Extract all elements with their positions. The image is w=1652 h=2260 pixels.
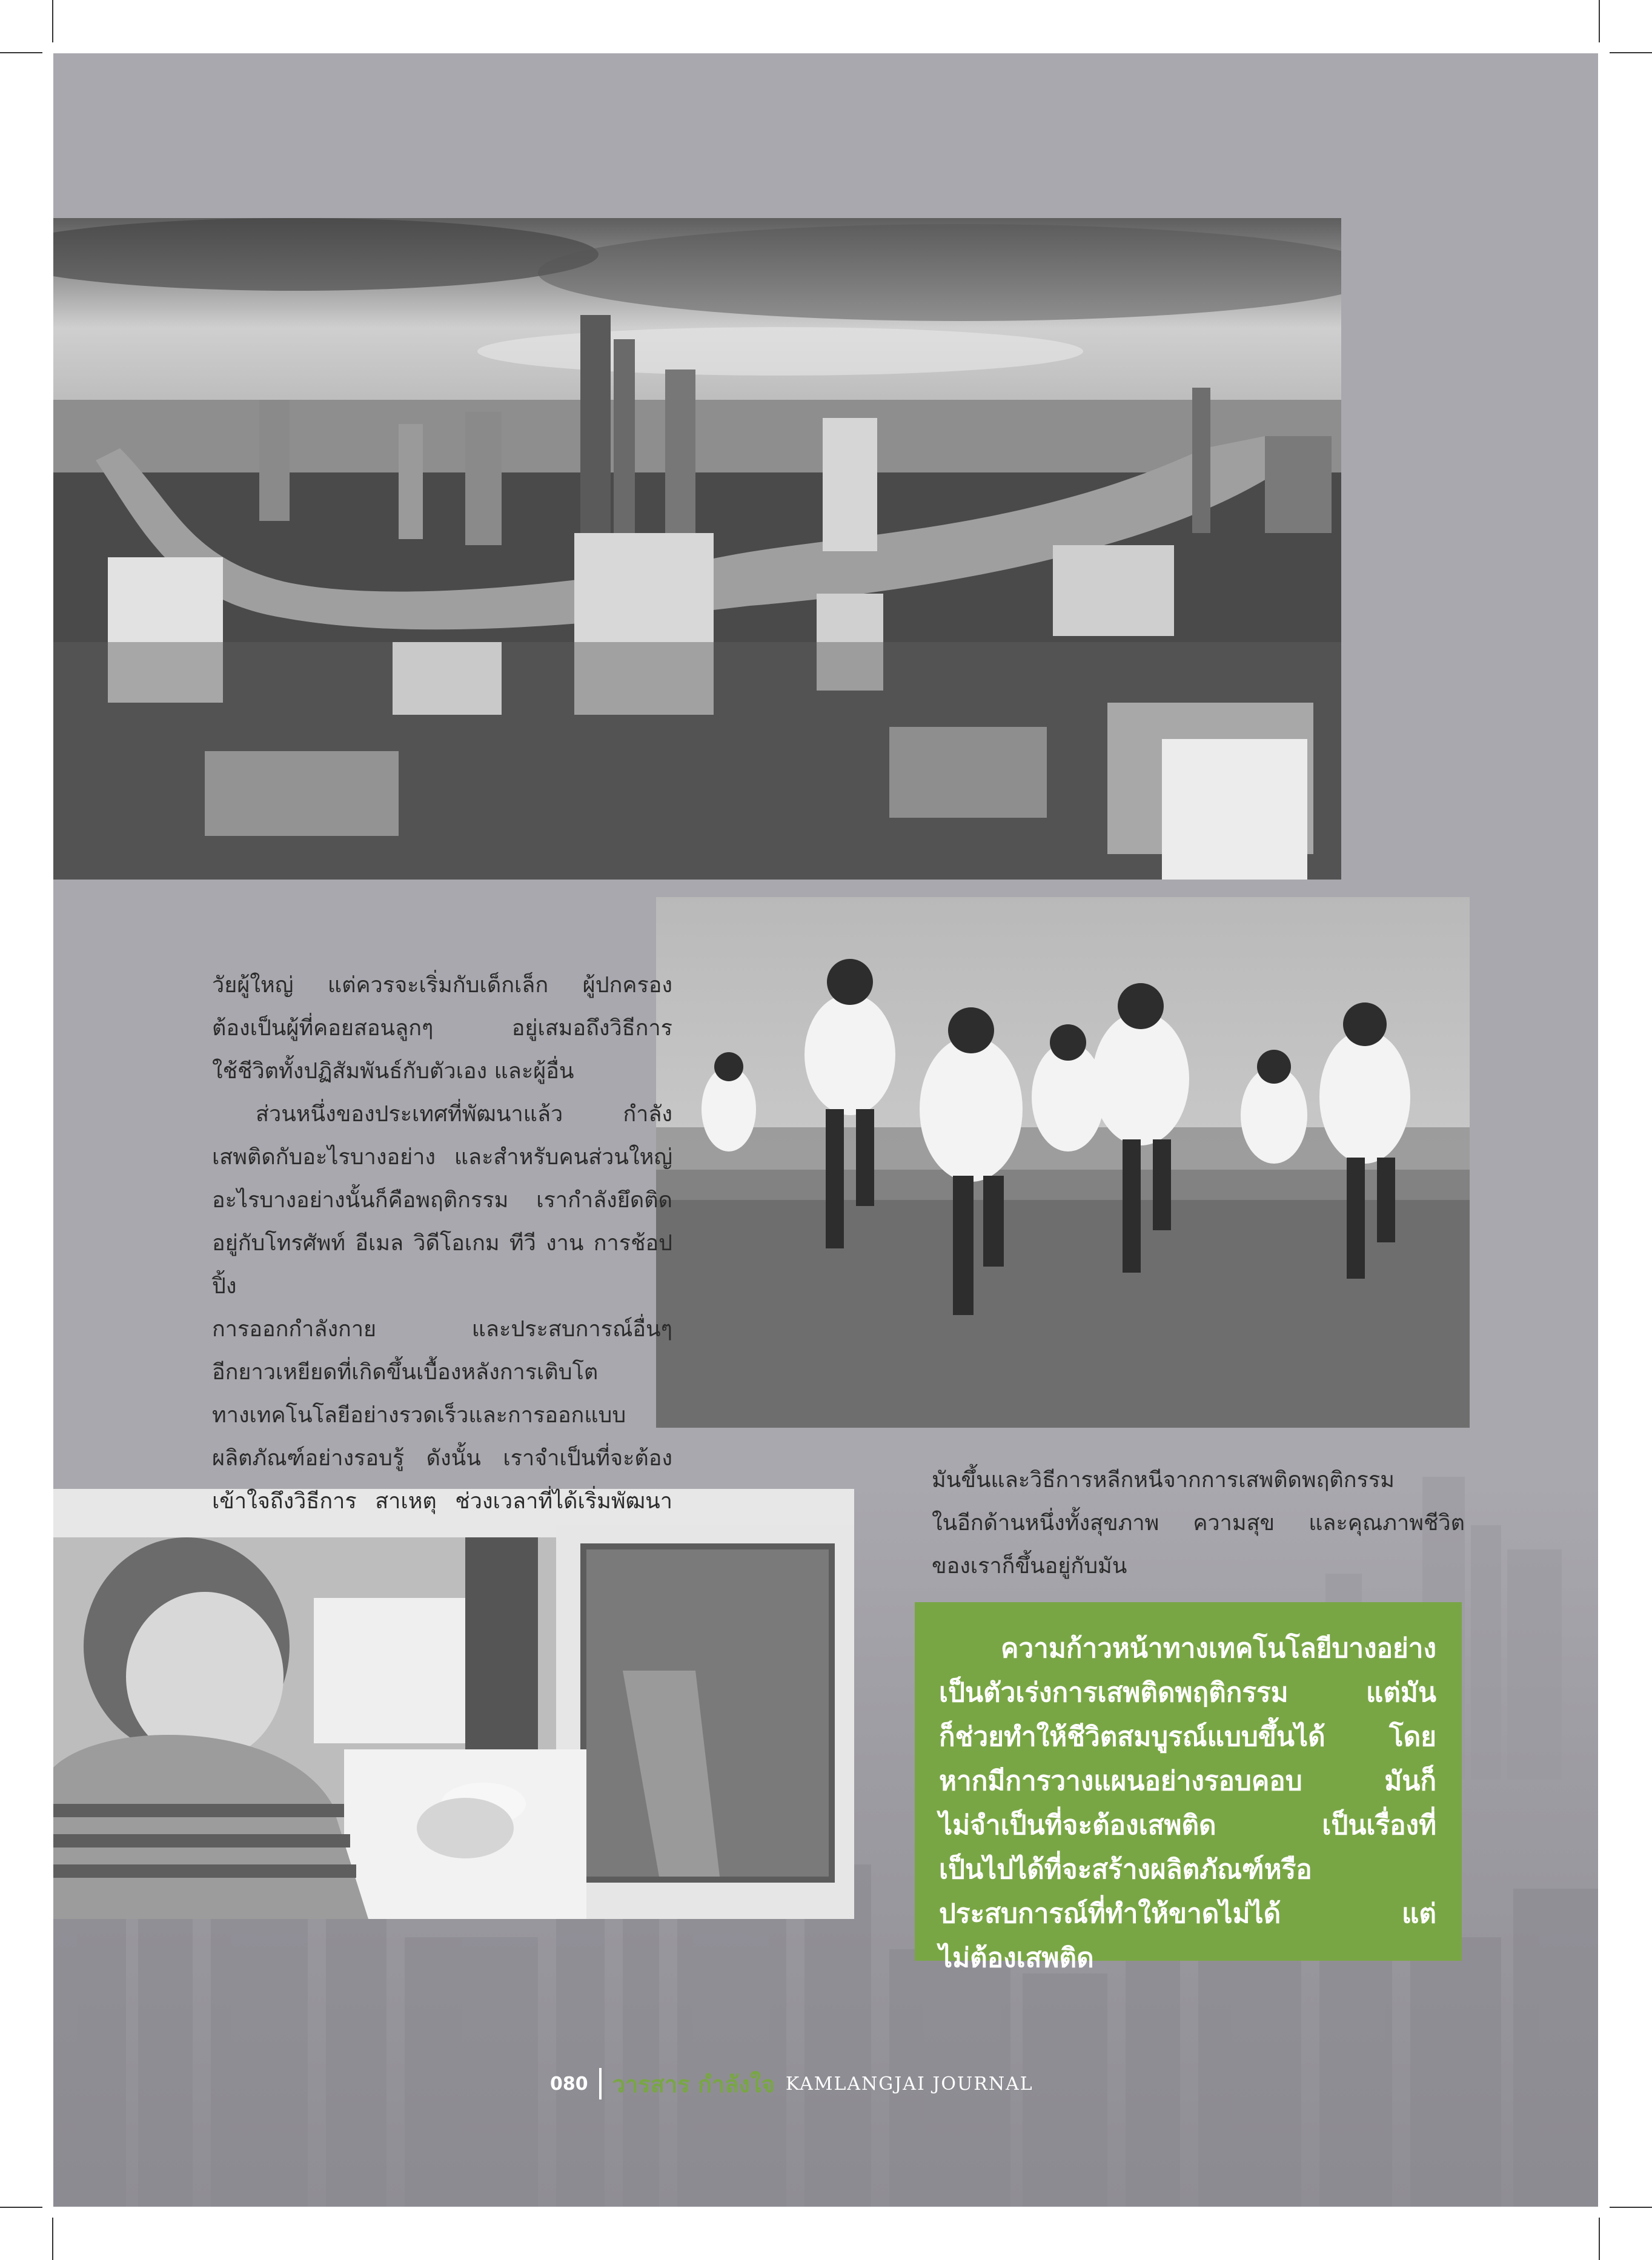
pull-quote-box: [915, 1602, 1462, 1973]
body-line: ของเราก็ขึ้นอยู่กับมัน: [932, 1554, 1127, 1579]
pull-quote-line: ประสบการณ์ที่ทำให้ขาดไม่ได้ แต่: [939, 1898, 1436, 1929]
crop-mark: [1610, 52, 1652, 53]
body-line: มันขึ้นและวิธีการหลีกหนีจากการเสพติดพฤติกรรม: [932, 1468, 1395, 1493]
journal-name-thai: วารสาร กำลังใจ: [612, 2070, 775, 2098]
pull-quote-line: ความก้าวหน้าทางเทคโนโลยีบางอย่าง: [1001, 1633, 1436, 1664]
page-number: 080: [550, 2073, 588, 2095]
footer-divider: [599, 2068, 602, 2099]
body-text-column-2: [932, 1459, 1465, 1588]
crop-mark: [52, 2218, 53, 2260]
pull-quote-line: ไม่ต้องเสพติด: [939, 1943, 1094, 1973]
body-line: อีกยาวเหยียดที่เกิดขึ้นเบื้องหลังการเติบโต: [212, 1360, 599, 1385]
body-line: ผลิตภัณฑ์อย่างรอบรู้ ดังนั้น เราจำเป็นที่จะต้อง: [212, 1446, 672, 1471]
crop-mark: [0, 52, 42, 53]
body-line: อะไรบางอย่างนั้นก็คือพฤติกรรม เรากำลังยึดติด: [212, 1188, 672, 1213]
pull-quote-line: ไม่จำเป็นที่จะต้องเสพติด เป็นเรื่องที่: [939, 1810, 1436, 1841]
body-line: ในอีกด้านหนึ่งทั้งสุขภาพ ความสุข และคุณภาพชีวิต: [932, 1511, 1465, 1536]
pull-quote-line: เป็นไปได้ที่จะสร้างผลิตภัณฑ์หรือ: [939, 1854, 1312, 1885]
body-text-column-1: [212, 964, 672, 1523]
body-line: ทางเทคโนโลยีอย่างรวดเร็วและการออกแบบ: [212, 1403, 626, 1428]
page-footer: [550, 2066, 1033, 2102]
crop-mark: [1610, 2207, 1652, 2208]
pull-quote-line: หากมีการวางแผนอย่างรอบคอบ มันก็: [939, 1766, 1436, 1797]
group-exercise-photo: [656, 897, 1470, 1428]
crop-mark: [52, 0, 53, 42]
body-line: อยู่กับโทรศัพท์ อีเมล วิดีโอเกม ทีวี งาน การช้อปปิ้ง: [212, 1231, 672, 1299]
body-line: เสพติดกับอะไรบางอย่าง และสำหรับคนส่วนใหญ่: [212, 1145, 672, 1170]
body-line: เข้าใจถึงวิธีการ สาเหตุ ช่วงเวลาที่ได้เริ่มพัฒนา: [212, 1489, 672, 1514]
city-skyline-photo: [53, 218, 1341, 880]
magazine-page: [53, 53, 1598, 2207]
crop-mark: [0, 2207, 42, 2208]
pull-quote-line: เป็นตัวเร่งการเสพติดพฤติกรรม แต่มัน: [939, 1677, 1436, 1708]
body-line: การออกกำลังกาย และประสบการณ์อื่นๆ: [212, 1317, 672, 1342]
journal-name-english: KAMLANGJAI JOURNAL: [785, 2073, 1033, 2095]
body-line: ต้องเป็นผู้ที่คอยสอนลูกๆ อยู่เสมอถึงวิธีการ: [212, 1016, 672, 1041]
boy-playing-video-game-photo: [53, 1489, 854, 1919]
crop-mark: [1599, 2218, 1600, 2260]
body-line: วัยผู้ใหญ่ แต่ควรจะเริ่มกับเด็กเล็ก ผู้ปกครอง: [212, 973, 672, 998]
pull-quote-line: ก็ช่วยทำให้ชีวิตสมบูรณ์แบบขึ้นได้ โดย: [939, 1722, 1436, 1752]
crop-mark: [1599, 0, 1600, 42]
body-line: ใช้ชีวิตทั้งปฏิสัมพันธ์กับตัวเอง และผู้อื่น: [212, 1059, 574, 1084]
body-line: ส่วนหนึ่งของประเทศที่พัฒนาแล้ว กำลัง: [256, 1102, 672, 1127]
